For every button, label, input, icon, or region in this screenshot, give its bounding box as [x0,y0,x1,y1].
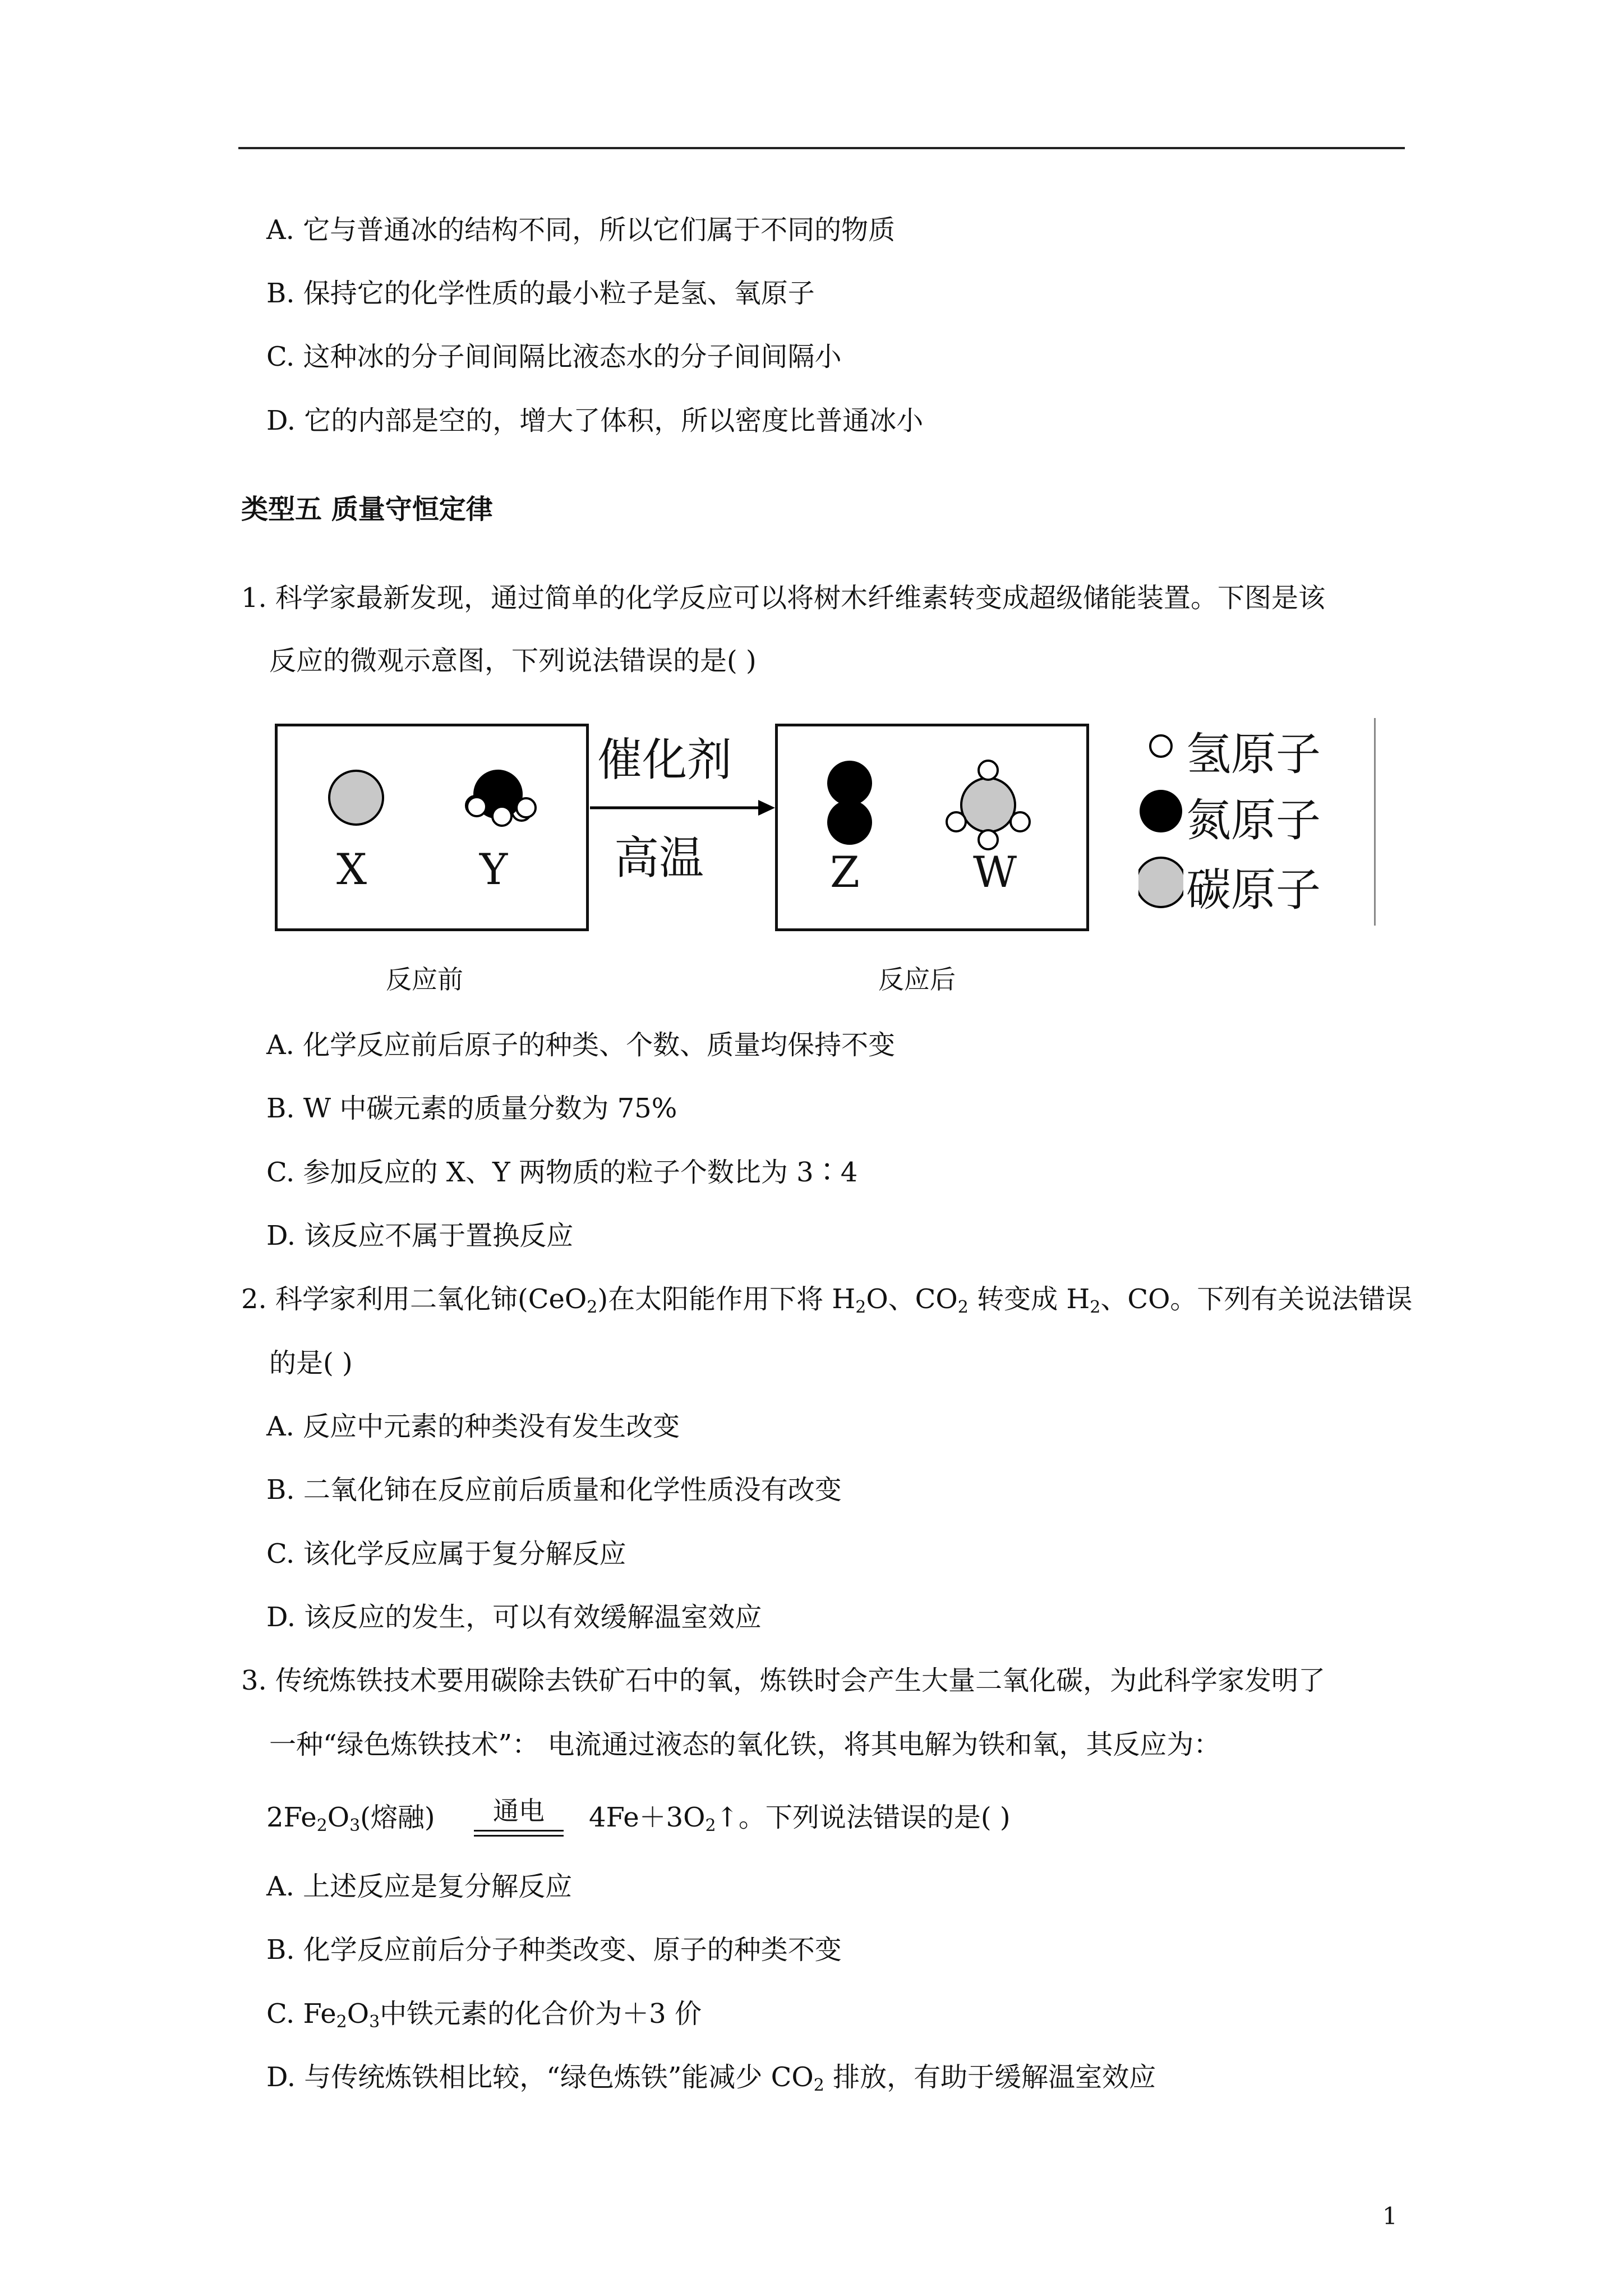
carbon-atom-x [329,771,383,825]
q2-stem-line1: 2. 科学家利用二氧化铈(CeO$_2$)在太阳能作用下将 $H_2O$、$CO_2$ 转变成 $H_2$、CO。下列有关说法错误 [241,1283,1413,1317]
equation-condition: 通电 [493,1796,545,1826]
reaction-arrow-icon [590,797,775,819]
label-z: Z [830,847,860,897]
hydrogen-atom [979,830,998,849]
prev-option-b: B. 保持它的化学性质的最小粒子是氢、氧原子 [266,278,815,309]
q2-option-d: D. 该反应的发生，可以有效缓解温室效应 [266,1602,762,1633]
nitrogen-atom-z [827,800,872,845]
equation-left: $2Fe_2O_3$(熔融) [266,1802,435,1835]
header-rule [238,147,1405,149]
q3-stem-line2: 一种“绿色炼铁技术”： 电流通过液态的氧化铁，将其电解为铁和氧，其反应为： [269,1729,1221,1760]
prev-option-a: A. 它与普通冰的结构不同，所以它们属于不同的物质 [266,214,896,246]
equation-right: $4Fe+3O_2↑$。下列说法错误的是( ) [589,1802,1011,1835]
legend-divider [1374,718,1376,926]
hydrogen-atom [467,797,486,816]
label-y: Y [479,844,508,894]
prev-option-d: D. 它的内部是空的，增大了体积，所以密度比普通冰小 [266,405,924,436]
before-molecules [275,724,589,931]
q1-stem-line2: 反应的微观示意图，下列说法错误的是( ) [269,645,757,677]
carbon-legend-icon [1138,858,1183,907]
legend-symbols [1138,724,1183,926]
hydrogen-atom [947,812,966,831]
q1-option-c: C. 参加反应的 X、Y 两物质的粒子个数比为 3∶4 [266,1157,858,1188]
arrow-condition-top: 催化剂 [597,734,732,786]
q3-option-c: C. $Fe_2O_3$中铁元素的化合价为＋3 价 [266,1998,702,2032]
q2-option-a: A. 反应中元素的种类没有发生改变 [266,1411,680,1442]
arrow-condition-bottom: 高温 [614,832,704,884]
q3-stem-line1: 3. 传统炼铁技术要用碳除去铁矿石中的氧，炼铁时会产生大量二氧化碳，为此科学家发明了 [241,1665,1326,1696]
q2-option-b: B. 二氧化铈在反应前后质量和化学性质没有改变 [266,1474,842,1506]
carbon-atom-w [961,778,1015,832]
reaction-diagram [275,707,1385,931]
label-x: X [336,844,367,894]
hydrogen-legend-icon [1150,735,1172,757]
hydrogen-atom [517,798,536,817]
hydrogen-atom [492,807,511,826]
legend-nitrogen: 氮原子 [1186,794,1321,846]
after-molecules [775,724,1089,931]
q1-option-b: B. W 中碳元素的质量分数为 75% [266,1093,677,1124]
label-w: W [973,847,1017,897]
nitrogen-legend-icon [1140,790,1182,832]
q1-stem-line1: 1. 科学家最新发现，通过简单的化学反应可以将树木纤维素转变成超级储能装置。下图是该 [241,582,1326,614]
caption-before: 反应前 [386,964,463,995]
q2-option-c: C. 该化学反应属于复分解反应 [266,1538,626,1570]
q3-option-b: B. 化学反应前后分子种类改变、原子的种类不变 [266,1934,842,1966]
hydrogen-atom [1011,812,1030,831]
q1-option-d: D. 该反应不属于置换反应 [266,1220,574,1251]
q2-stem-line2: 的是( ) [269,1347,353,1379]
page-number: 1 [1382,2202,1398,2230]
caption-after: 反应后 [878,964,956,995]
legend-hydrogen: 氢原子 [1186,728,1321,780]
q3-option-d: D. 与传统炼铁相比较，“绿色炼铁”能减少 $CO_2$ 排放，有助于缓解温室效应 [266,2062,1156,2095]
q3-option-a: A. 上述反应是复分解反应 [266,1871,573,1902]
section-title: 类型五 质量守恒定律 [241,494,493,525]
nitrogen-atom-z [827,761,872,806]
q1-option-a: A. 化学反应前后原子的种类、个数、质量均保持不变 [266,1029,896,1061]
legend-carbon: 碳原子 [1186,864,1321,916]
prev-option-c: C. 这种冰的分子间间隔比液态水的分子间间隔小 [266,341,842,372]
hydrogen-atom [979,761,998,780]
equation-double-line [474,1830,564,1837]
